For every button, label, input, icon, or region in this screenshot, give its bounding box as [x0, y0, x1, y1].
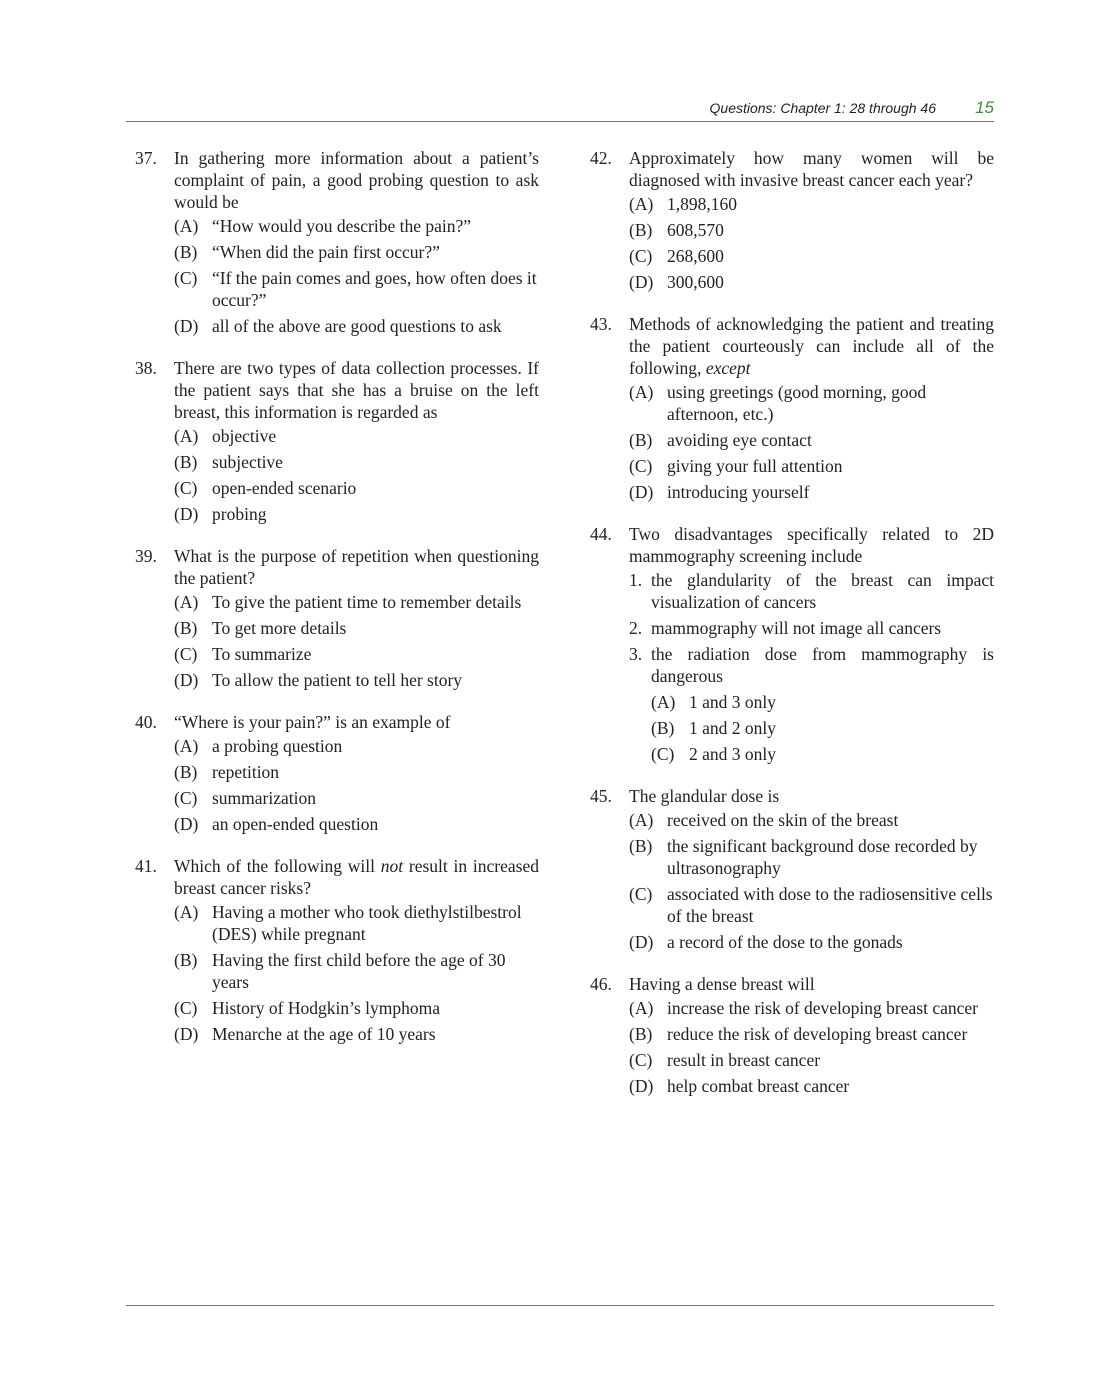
option-b: (B) repetition: [174, 762, 280, 782]
question-number: 46.: [590, 974, 612, 994]
footer-rule: [126, 1305, 994, 1306]
option-c: (C) associated with dose to the radiosensitive cells of the breast: [629, 884, 993, 926]
question-43: [590, 313, 994, 503]
question-stem: Two disadvantages specifically related to 2D mammography screening include: [629, 524, 994, 566]
statement-1: 1. the glandularity of the breast can impact visualization of cancers: [629, 570, 994, 612]
option-d: (D) 300,600: [629, 272, 724, 292]
question-stem: “Where is your pain?” is an example of: [174, 712, 451, 732]
option-a: (A) using greetings (good morning, good afternoon, etc.): [629, 382, 927, 424]
statement-3: 3. the radiation dose from mammography is dangerous: [629, 644, 994, 686]
question-stem: In gathering more information about a patient’s complaint of pain, a good probing question to ask would be: [174, 148, 539, 212]
option-d: (D) a record of the dose to the gonads: [629, 932, 903, 952]
option-d: (D) introducing yourself: [629, 482, 810, 502]
option-a: (A) 1,898,160: [629, 194, 737, 214]
option-b: (B) the significant background dose recorded by ultrasonography: [629, 836, 978, 878]
question-38: [135, 357, 539, 525]
option-a: (A) increase the risk of developing breast cancer: [629, 998, 978, 1018]
question-number: 41.: [135, 856, 157, 876]
option-c: (C) result in breast cancer: [629, 1050, 821, 1070]
question-number: 43.: [590, 314, 612, 334]
statement-2: 2. mammography will not image all cancers: [629, 618, 942, 638]
question-37: [135, 147, 539, 337]
question-stem: Which of the following will not result in increased breast cancer risks?: [174, 856, 540, 898]
option-a: (A) received on the skin of the breast: [629, 810, 899, 830]
option-b: (B) reduce the risk of developing breast cancer: [629, 1024, 968, 1044]
option-c: (C) To summarize: [174, 644, 312, 664]
option-b: (B) To get more details: [174, 618, 347, 638]
option-d: (D) Menarche at the age of 10 years: [174, 1024, 436, 1044]
option-c: (C) open-ended scenario: [174, 478, 357, 498]
question-41: [135, 855, 539, 1045]
question-stem: Having a dense breast will: [629, 974, 815, 994]
option-b: (B) Having the first child before the age of 30 years: [174, 950, 506, 992]
option-a: (A) To give the patient time to remember details: [174, 592, 522, 612]
option-a: (A) a probing question: [174, 736, 343, 756]
question-number: 40.: [135, 712, 157, 732]
option-d: (D) help combat breast cancer: [629, 1076, 850, 1096]
question-44: [590, 523, 994, 765]
option-c: (C) History of Hodgkin’s lymphoma: [174, 998, 440, 1018]
option-c: (C) summarization: [174, 788, 317, 808]
option-b: (B) 1 and 2 only: [651, 718, 777, 738]
question-45: [590, 785, 994, 953]
question-39: [135, 545, 539, 691]
option-b: (B) 608,570: [629, 220, 724, 240]
option-d: (D) an open-ended question: [174, 814, 379, 834]
question-number: 42.: [590, 148, 612, 168]
question-number: 38.: [135, 358, 157, 378]
question-42: [590, 147, 994, 293]
question-stem: What is the purpose of repetition when questioning the patient?: [174, 546, 539, 588]
option-d: (D) probing: [174, 504, 267, 524]
question-40: [135, 711, 539, 835]
option-b: (B) subjective: [174, 452, 283, 472]
question-stem: Approximately how many women will be diagnosed with invasive breast cancer each year?: [629, 148, 994, 190]
question-number: 39.: [135, 546, 157, 566]
page-number: 15: [975, 98, 994, 117]
option-d: (D) all of the above are good questions to ask: [174, 316, 502, 336]
option-a: (A) “How would you describe the pain?”: [174, 216, 472, 236]
option-a: (A) objective: [174, 426, 277, 446]
option-c: (C) giving your full attention: [629, 456, 843, 476]
option-a: (A) 1 and 3 only: [651, 692, 777, 712]
option-c: (C) 268,600: [629, 246, 724, 266]
right-column: [590, 147, 994, 1117]
header-rule: [126, 121, 994, 122]
option-c: (C) 2 and 3 only: [651, 744, 777, 764]
option-b: (B) “When did the pain first occur?”: [174, 242, 440, 262]
question-number: 37.: [135, 148, 157, 168]
question-stem: Methods of acknowledging the patient and treating the patient courteously can include all of the following, except: [629, 314, 994, 378]
emphasis-not: not: [380, 856, 404, 876]
question-46: [590, 973, 994, 1097]
emphasis-except: except: [705, 358, 751, 378]
option-d: (D) To allow the patient to tell her story: [174, 670, 463, 690]
question-stem: There are two types of data collection processes. If the patient says that she has a bruise on the left breast, this information is regarded as: [174, 358, 539, 422]
question-number: 44.: [590, 524, 612, 544]
page-header: [126, 98, 994, 120]
option-b: (B) avoiding eye contact: [629, 430, 812, 450]
question-number: 45.: [590, 786, 612, 806]
option-a: (A) Having a mother who took diethylstilbestrol (DES) while pregnant: [174, 902, 522, 944]
option-c: (C) “If the pain comes and goes, how often does it occur?”: [174, 268, 537, 310]
left-column: [135, 147, 539, 1065]
question-stem: The glandular dose is: [629, 786, 780, 806]
running-title: Questions: Chapter 1: 28 through 46: [709, 100, 936, 116]
